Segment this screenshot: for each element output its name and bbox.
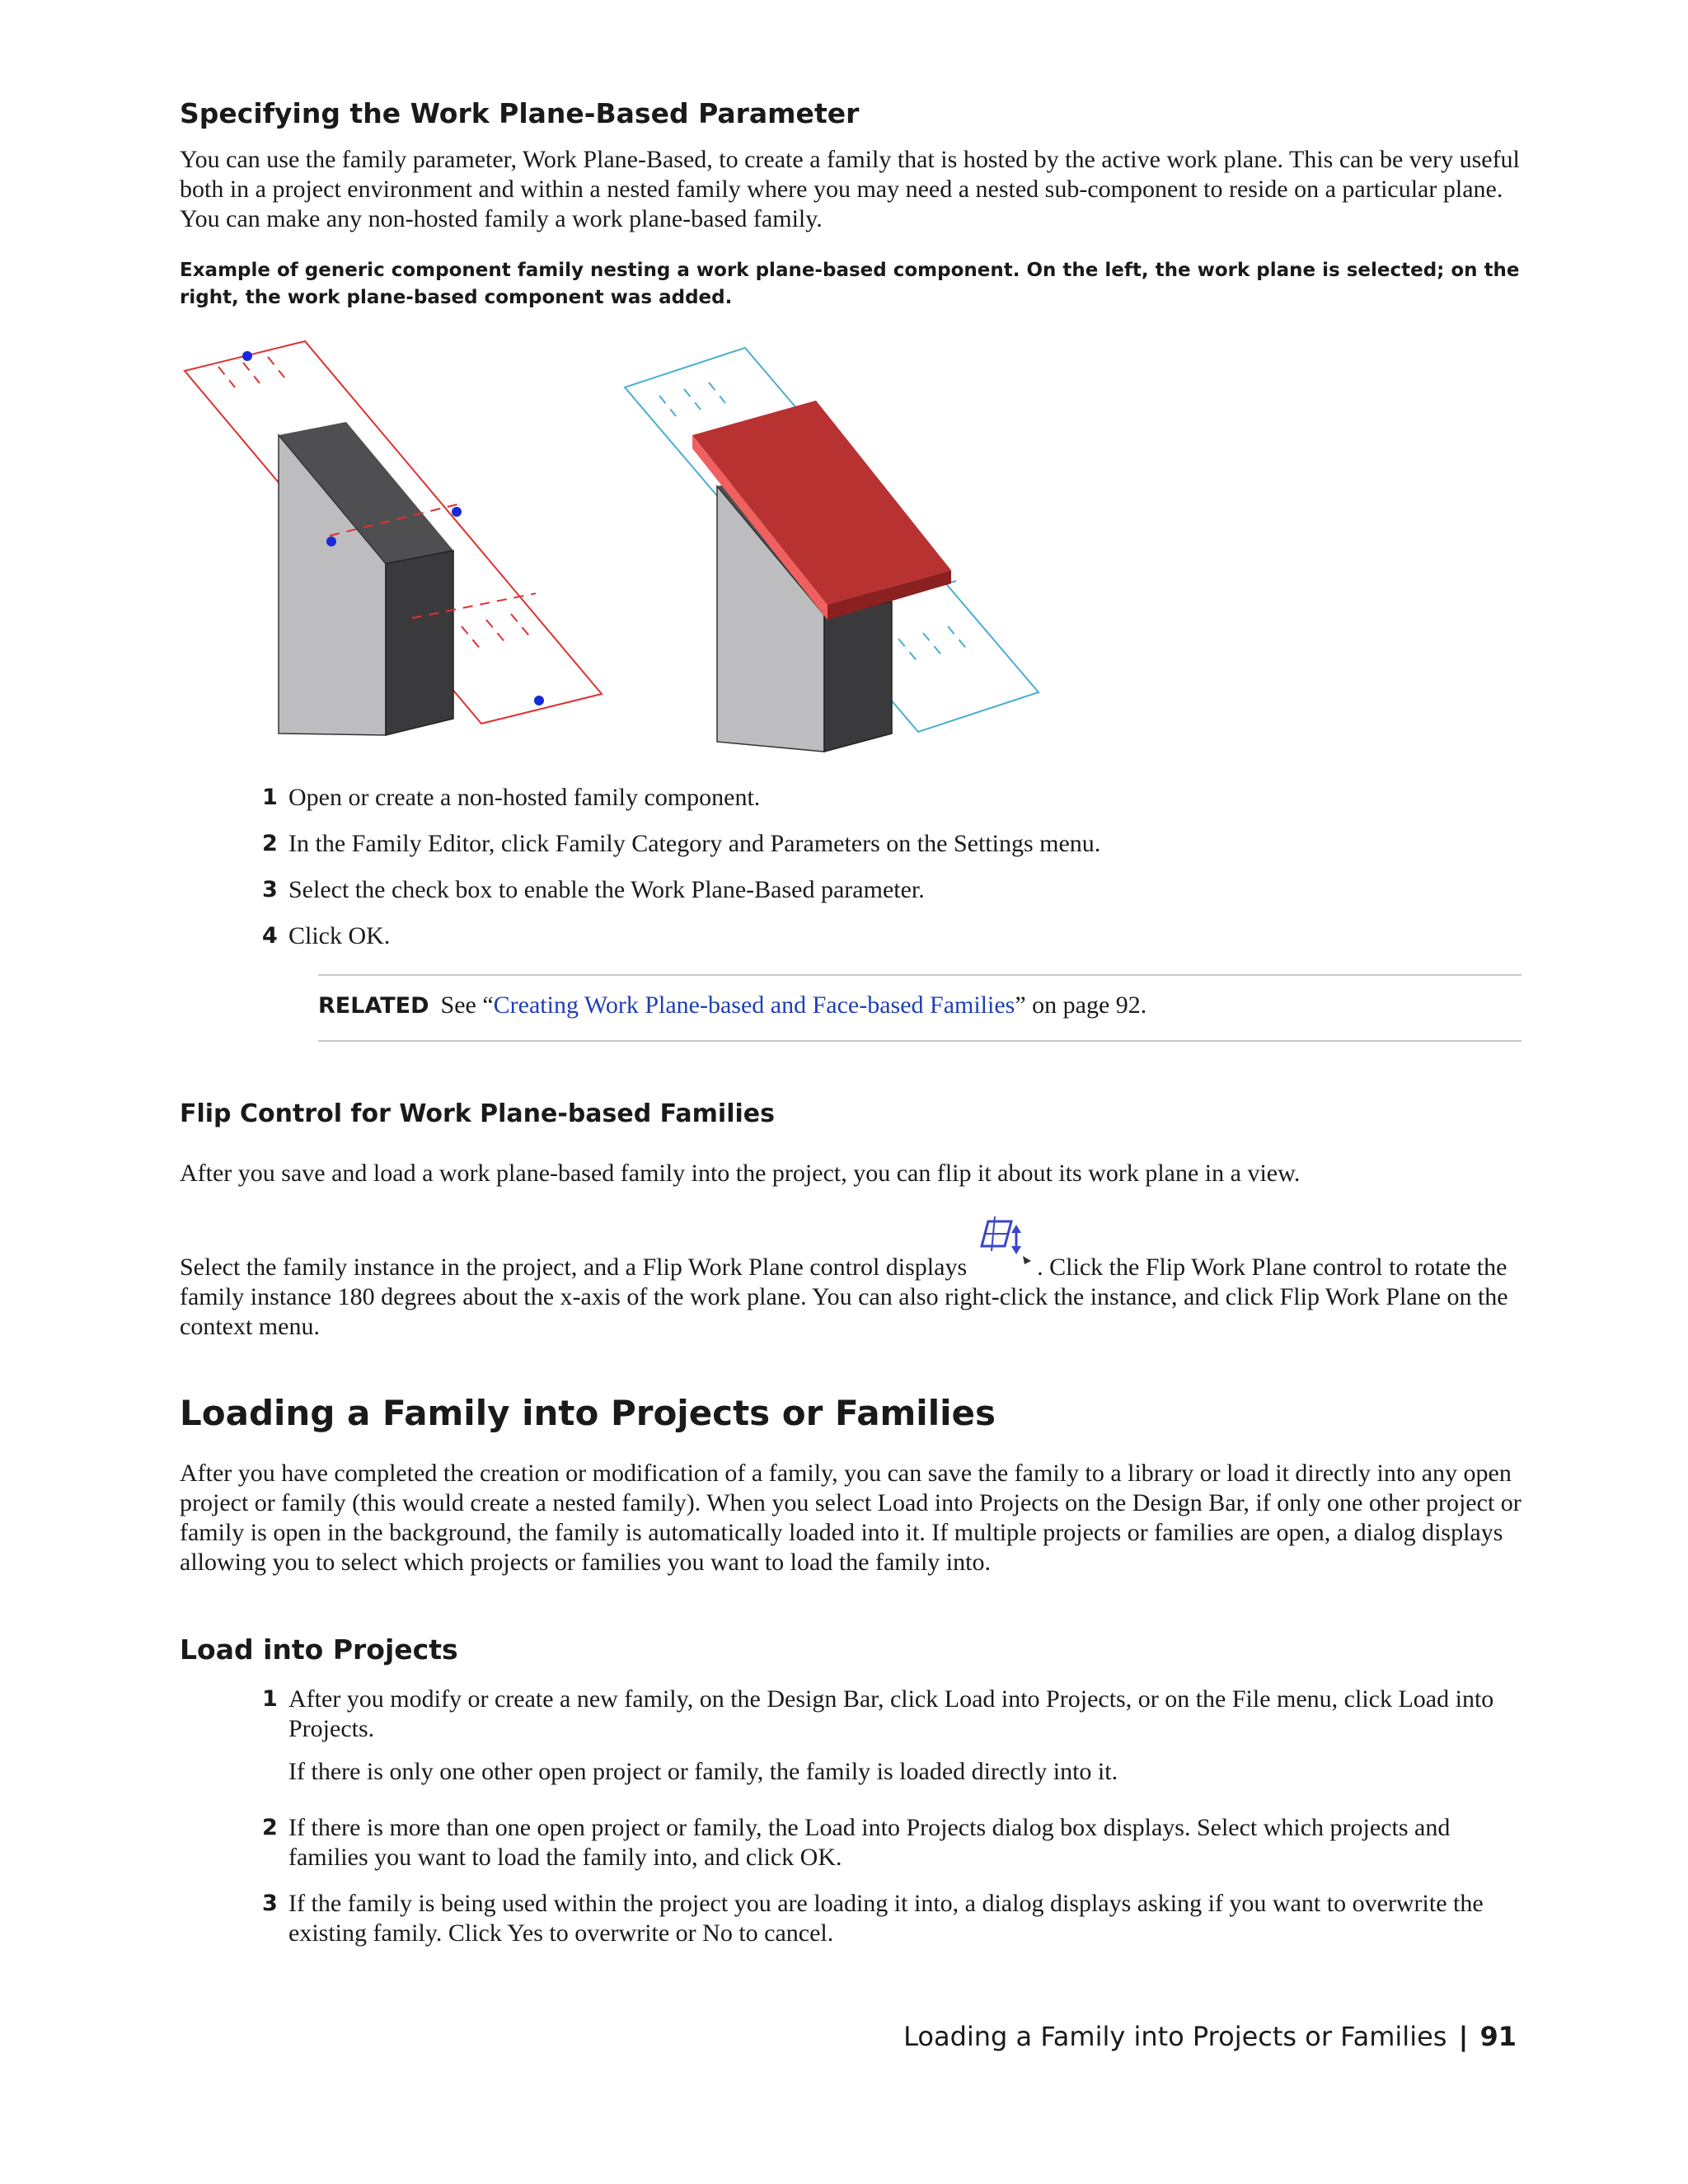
- grip-handle[interactable]: [452, 507, 462, 517]
- step-item: [262, 1813, 1525, 1872]
- step-text: If the family is being used within the project you are loading it into, a dialog displays asking if you want to overwrite the existing family. Click Yes to overwrite or No to cancel.: [288, 1890, 1484, 1947]
- related-rule-top: [318, 974, 1522, 976]
- step-number: 3: [262, 877, 278, 902]
- flip-work-plane-icon: [973, 1253, 1031, 1282]
- grip-handle[interactable]: [242, 351, 252, 361]
- step-text: Select the check box to enable the Work Plane-Based parameter.: [288, 876, 925, 903]
- related-pre: See “: [440, 991, 494, 1019]
- related-note: [318, 991, 1522, 1021]
- step-item: [262, 783, 1525, 813]
- intro-paragraph: You can use the family parameter, Work Plane-Based, to create a family that is hosted by the active work plane. This can be very useful both in a project environment and within a nested family where you may need a nested sub-component to reside on a particular plane. You can make any non-hosted family a work plane-based family.: [180, 146, 1520, 232]
- page-footer: [903, 2021, 1517, 2052]
- step-number: 1: [262, 785, 278, 810]
- step-note: If there is only one other open project or family, the family is loaded directly into it.: [288, 1758, 1118, 1785]
- step-number: 1: [262, 1686, 278, 1712]
- loading-intro: After you have completed the creation or modification of a family, you can save the family to a library or load it directly into any open project or family (this would create a nested family). When you select Load into Projects on the Design Bar, if only one other project or family is open in the background, the family is automatically loaded into it. If multiple projects or families are open, a dialog displays allowing you to select which projects or families you want to load the family into.: [180, 1460, 1522, 1576]
- step-text: After you modify or create a new family, on the Design Bar, click Load into Projects, or on the File menu, click Load into Projects.: [288, 1685, 1494, 1742]
- section-heading-loading-family: Loading a Family into Projects or Families: [180, 1393, 996, 1433]
- related-link[interactable]: Creating Work Plane-based and Face-based Families: [493, 991, 1015, 1019]
- related-rule-bottom: [318, 1040, 1522, 1042]
- flip-paragraph-1: After you save and load a work plane-based family into the project, you can flip it about its work plane in a view.: [180, 1160, 1301, 1187]
- footer-title: Loading a Family into Projects or Families: [903, 2021, 1447, 2052]
- page-number: 91: [1479, 2021, 1517, 2052]
- related-post: ” on page 92.: [1015, 991, 1147, 1019]
- step-item: [262, 829, 1525, 859]
- section-heading-work-plane-based: Specifying the Work Plane-Based Parameter: [180, 97, 860, 129]
- step-number: 2: [262, 1815, 278, 1840]
- related-label: RELATED: [318, 993, 429, 1019]
- flip-text-after-icon: . Click the Flip Work Plane: [1037, 1254, 1307, 1281]
- step-item: [262, 921, 1525, 951]
- flip-paragraph-2: [180, 1253, 1523, 1342]
- step-text: If there is more than one open project or family, the Load into Projects dialog box displays. Select which projects and families you want to load the family into, and click OK.: [288, 1814, 1451, 1871]
- right-figure: [625, 348, 1039, 752]
- step-item: [262, 875, 1525, 905]
- step-number: 4: [262, 923, 278, 949]
- step-text: Click OK.: [288, 922, 391, 949]
- flip-text-before-icon: Select the family instance in the project, and a Flip Work Plane control displays: [180, 1254, 968, 1281]
- step-text: In the Family Editor, click Family Category and Parameters on the Settings menu.: [288, 830, 1101, 857]
- left-block-side: [386, 551, 453, 735]
- section-heading-flip-control: Flip Control for Work Plane-based Families: [180, 1099, 775, 1128]
- step-text: Open or create a non-hosted family component.: [288, 784, 761, 811]
- figure-work-plane-illustration: [173, 330, 1071, 758]
- footer-separator: |: [1458, 2021, 1469, 2052]
- step-item: [262, 1685, 1525, 1787]
- step-number: 3: [262, 1891, 278, 1916]
- step-item: [262, 1889, 1525, 1948]
- grip-handle[interactable]: [326, 537, 336, 546]
- right-block-side: [824, 602, 892, 752]
- grip-handle[interactable]: [534, 696, 544, 705]
- step-number: 2: [262, 831, 278, 856]
- left-figure: [185, 341, 602, 735]
- flip-text-rest: control to rotate the family instance 180 degrees about the x-axis of the work plane. You can also right-click the instance, and click Flip Work Plane on the context menu.: [180, 1254, 1508, 1340]
- figure-caption: Example of generic component family nesting a work plane-based component. On the left, the work plane is selected; on the right, the work plane-based component was added.: [180, 260, 1520, 308]
- subheading-load-into-projects: Load into Projects: [180, 1633, 458, 1666]
